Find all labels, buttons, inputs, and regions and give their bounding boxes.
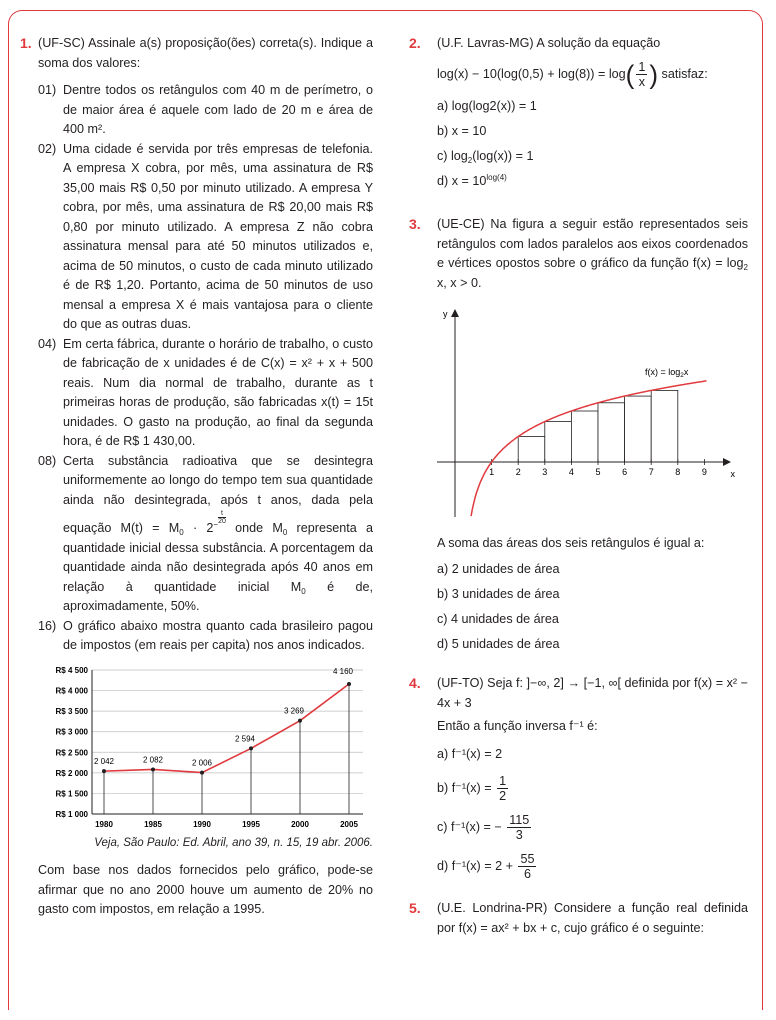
- x-tick-label: 2000: [291, 819, 309, 829]
- question-head: (UF-SC) Assinale a(s) proposição(ões) correta(s). Indique a soma dos valores:: [38, 36, 373, 70]
- x-tick-label: 8: [675, 467, 681, 477]
- data-label: 2 082: [142, 755, 164, 765]
- item-04: 04) Em certa fábrica, durante o horário de trabalho, o custo de fabricação de x unidades é de C(x) = x² + x + 500 reais. Num dia normal de trabalho, durante as t primeiras horas de produção, são fabricadas x(t) = 15t unidades. O gasto na produção, ao final da segunda hora, é de R$ 1 430,00.: [38, 336, 373, 448]
- y-tick-label: R$ 1 500: [55, 789, 88, 799]
- data-label: 2 042: [93, 756, 115, 766]
- y-tick-label: R$ 1 000: [55, 809, 88, 819]
- data-point: [200, 770, 204, 774]
- rectangle-body: [598, 403, 625, 462]
- question-number: 4.: [409, 675, 421, 691]
- data-label: 4 160: [332, 666, 354, 676]
- function-label: $f(x) = \log_2x$: [645, 367, 689, 379]
- item-16: 16) O gráfico abaixo mostra quanto cada brasileiro pagou de impostos (em reais per capita) nos anos indicados.: [38, 618, 373, 653]
- option-c: c) 4 unidades de área: [437, 611, 559, 626]
- chart-source: Veja, São Paulo: Ed. Abril, ano 39, n. 15, 19 abr. 2006.: [94, 836, 373, 849]
- rectangle-body: [625, 396, 652, 462]
- option-b: b) f⁻¹(x) = $\frac{1}{2}$: [437, 774, 507, 803]
- data-point: [347, 682, 351, 686]
- question-number: 5.: [409, 900, 421, 916]
- equation: log(x) − 10(log(0,5) + log(8)) = log( $\frac{1}{x}$ ) satisfaz:: [437, 59, 708, 89]
- item-02: 02) Uma cidade é servida por três empresas de telefonia. A empresa X cobra, por mês, uma assinatura de R$ 35,00 mais R$ 0,50 por minuto utilizado. A empresa Y cobra, por mês, uma assinatura de R$ 20,00 mais R$ 0,80 por minuto utilizado. A empresa Z não cobra assinatura mensal para até 50 minutos utilizados e, acima de 50 minutos, o custo de cada minuto utilizado é de R$ 1,20. Portanto, acima de 50 minutos de uso mensal a empresa X é mais vantajosa para o cliente do que as outras duas.: [38, 141, 373, 331]
- y-tick-label: R$ 3 000: [55, 727, 88, 737]
- x-axis-arrow: [723, 458, 731, 466]
- y-axis-label: y: [443, 309, 448, 319]
- option-c: c) $\log_2(\log(x)) = 1$: [437, 148, 534, 165]
- data-point: [249, 746, 253, 750]
- x-tick-label: 4: [568, 467, 574, 477]
- x-axis-label: x: [730, 469, 735, 479]
- data-point: [298, 718, 302, 722]
- option-a: a) 2 unidades de área: [437, 561, 560, 576]
- rectangle-body: [571, 411, 598, 462]
- rectangle-body: [651, 390, 678, 462]
- x-tick-label: 2005: [340, 819, 358, 829]
- question-3: [409, 215, 748, 654]
- option-b: b) 3 unidades de área: [437, 586, 560, 601]
- data-label: 2 006: [191, 758, 213, 768]
- x-tick-label: 3: [542, 467, 548, 477]
- question-head: (UF-TO) Seja f: ]−∞, 2] → [−1, ∞[ definida por f(x) = x² − 4x + 3: [437, 676, 748, 710]
- item-01: 01) Dentre todos os retângulos com 40 m de perímetro, o de maior área é aquele com lado de 20 m e área de 400 m².: [38, 83, 373, 136]
- x-tick-label: 5: [595, 467, 601, 477]
- question-2: [409, 34, 748, 191]
- x-tick-label: 9: [701, 467, 707, 477]
- data-label: 3 269: [283, 706, 305, 716]
- y-axis-arrow: [451, 309, 459, 317]
- y-tick-label: R$ 2 500: [55, 747, 88, 757]
- tax-line-chart: [38, 662, 373, 832]
- question-1: [20, 34, 373, 920]
- option-d: d) 5 unidades de área: [437, 636, 560, 651]
- question-head: (UE-CE) Na figura a seguir estão representados seis retângulos com lados paralelos aos eixos coordenados e vértices opostos sobre o gráfico da função $f(x) = \log_2 x$, x > 0.: [437, 217, 748, 290]
- question-number: 1.: [20, 35, 32, 51]
- question-sub: Então a função inversa f⁻¹ é:: [437, 719, 598, 733]
- x-tick-label: 1980: [95, 819, 113, 829]
- y-tick-label: R$ 4 500: [55, 665, 88, 675]
- x-tick-label: 1: [489, 467, 495, 477]
- data-label: 2 594: [234, 734, 256, 744]
- question-text: (U.E. Londrina-PR) Considere a função real definida por f(x) = ax² + bx + c, cujo gráfico é o seguinte:: [437, 901, 748, 935]
- option-d: d) $x = 10^{log(4)}$: [437, 172, 507, 188]
- rectangle-body: [518, 437, 545, 463]
- x-tick-label: 2: [515, 467, 521, 477]
- question-5: [409, 899, 748, 938]
- data-point: [151, 767, 155, 771]
- question-4: [409, 674, 748, 881]
- y-tick-label: R$ 3 500: [55, 706, 88, 716]
- y-tick-label: R$ 2 000: [55, 768, 88, 778]
- x-tick-label: 1995: [242, 819, 260, 829]
- question-number: 2.: [409, 35, 421, 51]
- x-tick-label: 1990: [193, 819, 211, 829]
- x-tick-label: 1985: [144, 819, 162, 829]
- right-column: [409, 34, 748, 938]
- question-head: (U.F. Lavras-MG) A solução da equação: [437, 36, 661, 50]
- option-a: a) f⁻¹(x) = 2: [437, 746, 503, 761]
- log-rectangles-figure: [437, 307, 737, 522]
- data-point: [102, 769, 106, 773]
- question-text: A soma das áreas dos seis retângulos é igual a:: [437, 536, 705, 550]
- left-column: [20, 34, 373, 920]
- item-08: 08) Certa substância radioativa que se desintegra uniformemente ao longo do tempo tem sua quantidade ainda não desintegrada, após t anos, dada pela equação $M(t) = M_0 \cdot 2^{- \frac{t}{20}}$ onde $M_0$ representa a quantidade inicial dessa substância. A porcentagem da quantidade ainda não desintegrada após 40 anos em relação à quantidade inicial $M_0$ é de, aproximadamente, 50%.: [38, 453, 373, 614]
- question-number: 3.: [409, 216, 421, 232]
- option-d: d) f⁻¹(x) = 2 + $\frac{55}{6}$: [437, 852, 535, 881]
- option-b: b) x = 10: [437, 123, 487, 138]
- rectangle-body: [545, 422, 572, 462]
- y-tick-label: R$ 4 000: [55, 686, 88, 696]
- question-closing: Com base nos dados fornecidos pelo gráfico, pode-se afirmar que no ano 2000 houve um aumento de 20% no gasto com impostos, em relação a 1995.: [38, 863, 373, 917]
- option-c: c) f⁻¹(x) = − $\frac{115}{3}$: [437, 813, 530, 842]
- option-a: a) log(log2(x)) = 1: [437, 98, 537, 113]
- x-tick-label: 6: [622, 467, 628, 477]
- x-tick-label: 7: [648, 467, 654, 477]
